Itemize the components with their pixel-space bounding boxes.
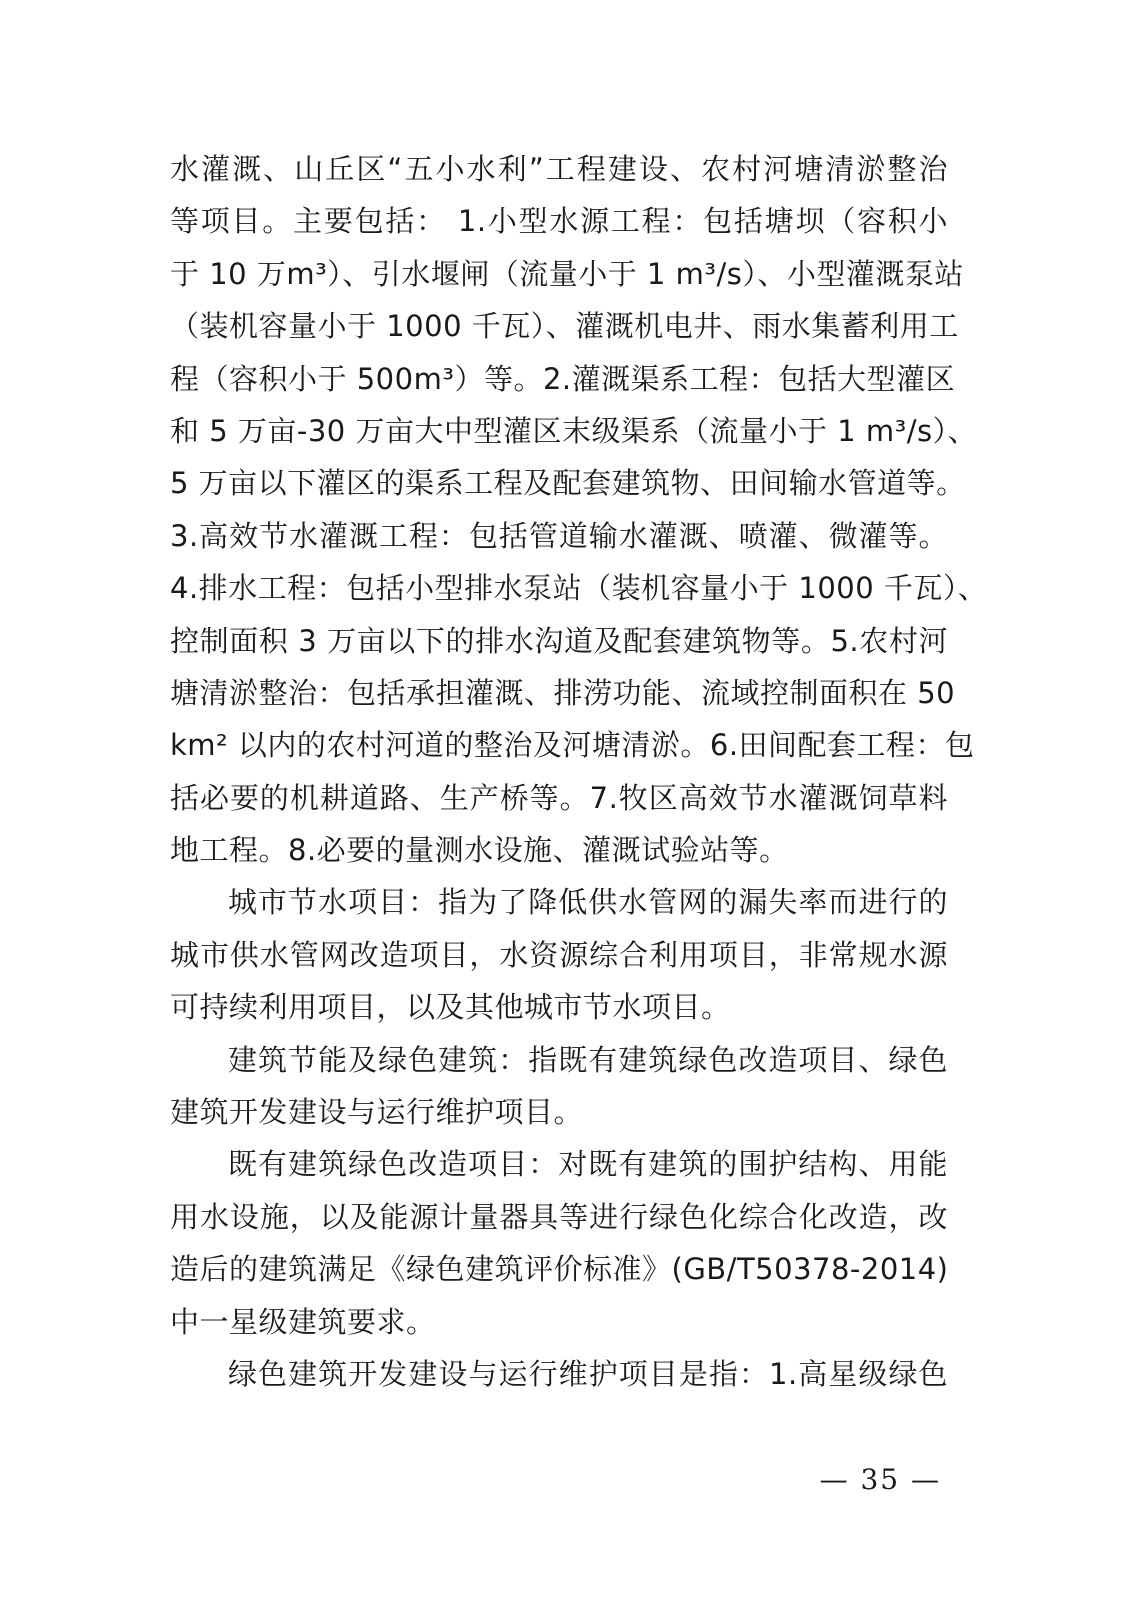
text-line: 和 5 万亩-30 万亩大中型灌区末级渠系（流量小于 1 m³/s）、 (170, 413, 978, 448)
text-line: 塘清淤整治：包括承担灌溉、排涝功能、流域控制面积在 50 (170, 675, 956, 710)
text-line: 城市供水管网改造项目，水资源综合利用项目，非常规水源 (170, 937, 948, 972)
text-line: 程（容积小于 500m³）等。2.灌溉渠系工程：包括大型灌区 (170, 361, 956, 396)
page-number: — 35 — (819, 1463, 941, 1496)
text-line: 5 万亩以下灌区的渠系工程及配套建筑物、田间输水管道等。 (170, 466, 966, 501)
text-line: 于 10 万m³）、引水堰闸（流量小于 1 m³/s）、小型灌溉泵站 (170, 256, 964, 291)
text-line: 城市节水项目：指为了降低供水管网的漏失率而进行的 (228, 885, 948, 920)
text-line: 水灌溉、山丘区“五小水利”工程建设、农村河塘清淤整治 (170, 152, 948, 186)
text-line: （装机容量小于 1000 千瓦）、灌溉机电井、雨水集蓄利用工 (170, 309, 959, 344)
text-line: 4.排水工程：包括小型排水泵站（装机容量小于 1000 千瓦）、 (170, 571, 988, 606)
text-line: 中一星级建筑要求。 (170, 1304, 436, 1339)
text-line: 建筑开发建设与运行维护项目。 (170, 1095, 584, 1130)
text-line: 既有建筑绿色改造项目：对既有建筑的围护结构、用能 (228, 1147, 948, 1182)
text-line: 绿色建筑开发建设与运行维护项目是指：1.高星级绿色 (228, 1356, 948, 1391)
text-line: km² 以内的农村河道的整治及河塘清淤。6.田间配套工程：包 (170, 728, 975, 763)
text-line: 建筑节能及绿色建筑：指既有建筑绿色改造项目、绿色 (228, 1042, 948, 1077)
text-line: 等项目。主要包括： 1.小型水源工程：包括塘坝（容积小 (170, 204, 948, 239)
text-line: 控制面积 3 万亩以下的排水沟道及配套建筑物等。5.农村河 (170, 623, 948, 658)
text-line: 括必要的机耕道路、生产桥等。7.牧区高效节水灌溉饲草料 (170, 780, 948, 815)
text-line: 可持续利用项目，以及其他城市节水项目。 (170, 990, 731, 1025)
text-line: 3.高效节水灌溉工程：包括管道输水灌溉、喷灌、微灌等。 (170, 518, 948, 553)
text-line: 造后的建筑满足《绿色建筑评价标准》(GB/T50378-2014) (170, 1252, 949, 1287)
body-text (170, 143, 988, 1400)
text-line: 地工程。8.必要的量测水设施、灌溉试验站等。 (170, 833, 789, 868)
text-line: 用水设施，以及能源计量器具等进行绿色化综合化改造，改 (170, 1199, 948, 1234)
